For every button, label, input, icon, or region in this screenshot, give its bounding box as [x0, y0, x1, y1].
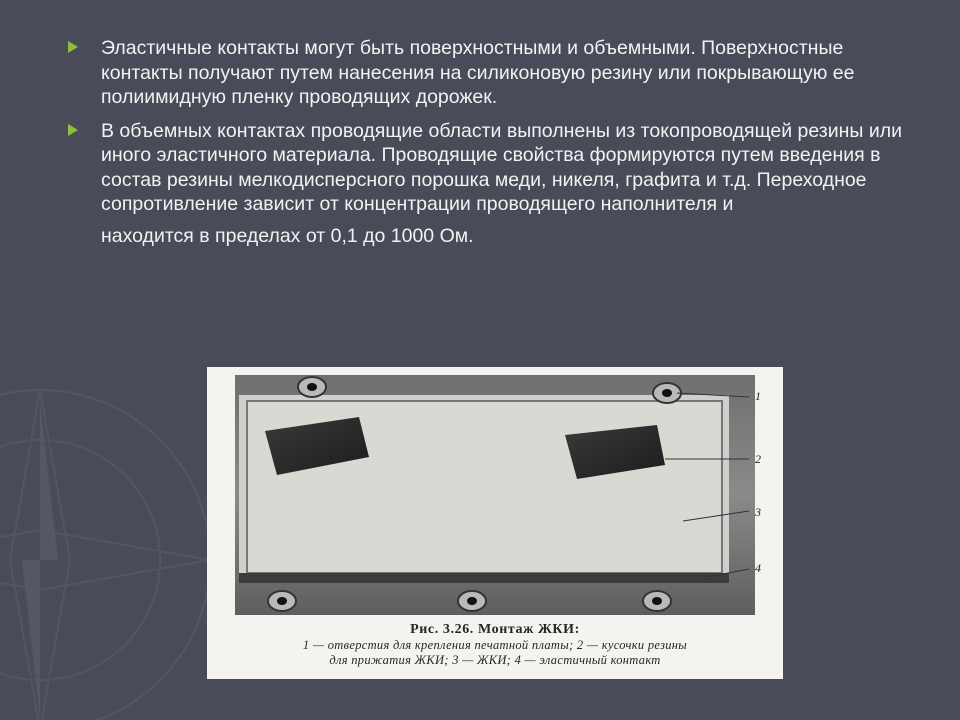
callout-label: 4 — [755, 561, 761, 575]
callout-label: 3 — [755, 505, 761, 519]
mounting-hole — [458, 591, 486, 611]
lcd-mounting-figure — [207, 367, 783, 679]
bullet-arrow-icon — [68, 41, 78, 53]
caption-title: Рис. 3.26. Монтаж ЖКИ: — [410, 622, 580, 637]
callout-label: 2 — [755, 452, 761, 466]
bullet-list — [68, 36, 928, 257]
caption-line: 1 — отверстия для крепления печатной платы; 2 — кусочки резины — [302, 638, 688, 652]
bullet-text: В объемных контактах проводящие области выполнены из токопроводящей резины или иного эластичного материала. Проводящие свойства формируются путем введения в состав резины мелкодисперсного порошка меди, никеля, графита и т.д. Переходное сопротивление зависит от концентрации проводящего наполнителя и — [101, 119, 903, 215]
figure-caption — [207, 622, 783, 668]
caption-line: для прижатия ЖКИ; 3 — ЖКИ; 4 — эластичный контакт — [329, 653, 661, 667]
bullet-item — [68, 119, 928, 249]
mounting-hole — [643, 591, 671, 611]
bullet-text: Эластичные контакты могут быть поверхностными и объемными. Поверхностные контакты получают путем нанесения на силиконовую резину или покрывающую ее полиимидную пленку проводящих дорожек. — [101, 37, 855, 108]
callout-label: 1 — [755, 389, 761, 403]
bullet-item — [68, 36, 928, 110]
mounting-hole — [653, 383, 681, 403]
lcd-mounting-photo — [207, 367, 783, 617]
mounting-hole — [298, 377, 326, 397]
bullet-arrow-icon — [68, 124, 78, 136]
bullet-text-continuation: находится в пределах от 0,1 до 1000 Ом. — [101, 224, 474, 247]
mounting-hole — [268, 591, 296, 611]
